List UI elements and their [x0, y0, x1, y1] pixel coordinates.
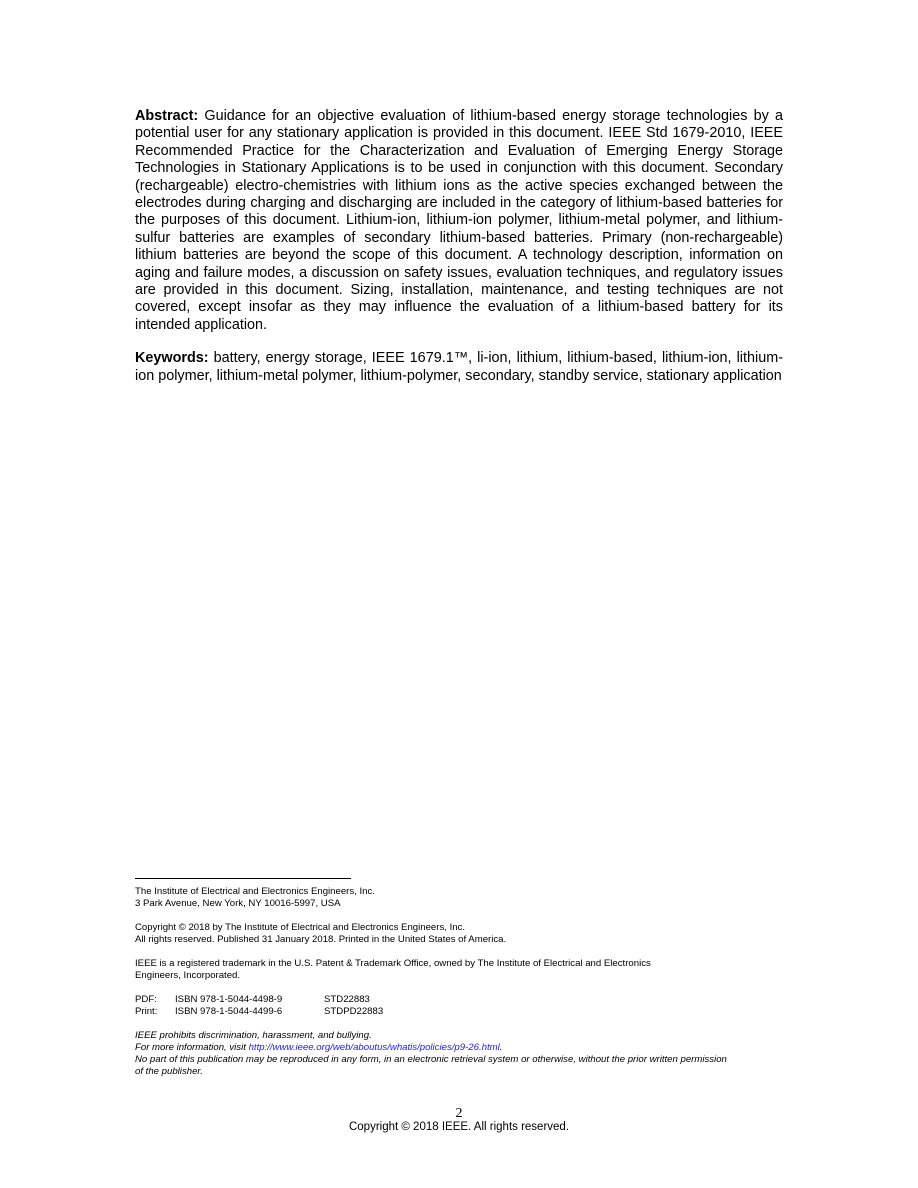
reproduction-line: of the publisher. — [135, 1066, 203, 1077]
abstract-text: Guidance for an objective evaluation of lithium-based energy storage technologies by a potential user for any stationary application is provided in this document. IEEE Std 1679-2010, IEEE Recommended Practice for the Characterization and Evaluation of Emerging Energy Storage Technologies in Stationary Applications is to be used in conjunction with this document. Secondary (rechargeable) electro-chemistries with lithium ions as the active species exchanged between the electrodes during charging and discharging are included in the category of lithium-based batteries for the purposes of this document. Lithium-ion, lithium-ion polymer, lithium-metal polymer, and lithium-sulfur batteries are examples of secondary lithium-based batteries. Primary (non-rechargeable) lithium batteries are beyond the scope of this document. A technology description, information on aging and failure modes, a discussion on safety issues, evaluation techniques, and regulatory issues are provided in this document. Sizing, installation, maintenance, and testing techniques are not covered, except insofar as they may influence the evaluation of a lithium-based battery for its intended application. — [135, 108, 783, 333]
policy-notice — [135, 1030, 785, 1078]
abstract-label: Abstract: — [135, 108, 199, 124]
address-line: The Institute of Electrical and Electronics Engineers, Inc. — [135, 886, 375, 897]
copyright-line: All rights reserved. Published 31 January 2018. Printed in the United States of America. — [135, 934, 507, 945]
isbn-format: PDF: — [135, 994, 157, 1005]
isbn-number: ISBN 978-1-5044-4499-6 — [175, 1006, 283, 1017]
publisher-address — [135, 886, 785, 910]
abstract-paragraph — [135, 108, 783, 334]
isbn-row — [135, 994, 785, 1006]
policy-link[interactable]: http://www.ieee.org/web/aboutus/whatis/policies/p9-26.html — [248, 1042, 500, 1053]
isbn-code: STDPD22883 — [324, 1006, 384, 1017]
policy-prefix: For more information, visit — [135, 1042, 249, 1053]
keywords-label: Keywords: — [135, 350, 209, 367]
isbn-format: Print: — [135, 1006, 158, 1017]
footnote-divider — [135, 878, 351, 879]
isbn-table — [135, 994, 785, 1018]
reproduction-line: No part of this publication may be reproduced in any form, in an electronic retrieval system or otherwise, without the prior written permission — [135, 1054, 727, 1065]
keywords-text: battery, energy storage, IEEE 1679.1™, li-ion, lithium, lithium-based, lithium-ion, lithium-ion polymer, lithium-metal polymer, lithium-polymer, secondary, standby service, stationary application — [135, 350, 783, 384]
isbn-row — [135, 1006, 785, 1018]
address-line: 3 Park Avenue, New York, NY 10016-5997, USA — [135, 898, 341, 909]
page-footer: Copyright © 2018 IEEE. All rights reserved. — [348, 1121, 570, 1133]
main-content — [135, 108, 783, 385]
policy-line: IEEE prohibits discrimination, harassment, and bullying. — [135, 1030, 372, 1041]
trademark-notice — [135, 958, 785, 982]
policy-suffix: . — [499, 1042, 503, 1053]
trademark-line: Engineers, Incorporated. — [135, 970, 241, 981]
copyright-line: Copyright © 2018 by The Institute of Electrical and Electronics Engineers, Inc. — [135, 922, 466, 933]
policy-line — [135, 1042, 785, 1054]
isbn-number: ISBN 978-1-5044-4498-9 — [175, 994, 283, 1005]
trademark-line: IEEE is a registered trademark in the U.S. Patent & Trademark Office, owned by The Institute of Electrical and Electronics — [135, 958, 651, 969]
page-number: 2 — [455, 1106, 463, 1121]
copyright-notice — [135, 922, 785, 946]
keywords-paragraph — [135, 350, 783, 385]
isbn-code: STD22883 — [324, 994, 370, 1005]
footnote-block — [135, 886, 785, 1078]
